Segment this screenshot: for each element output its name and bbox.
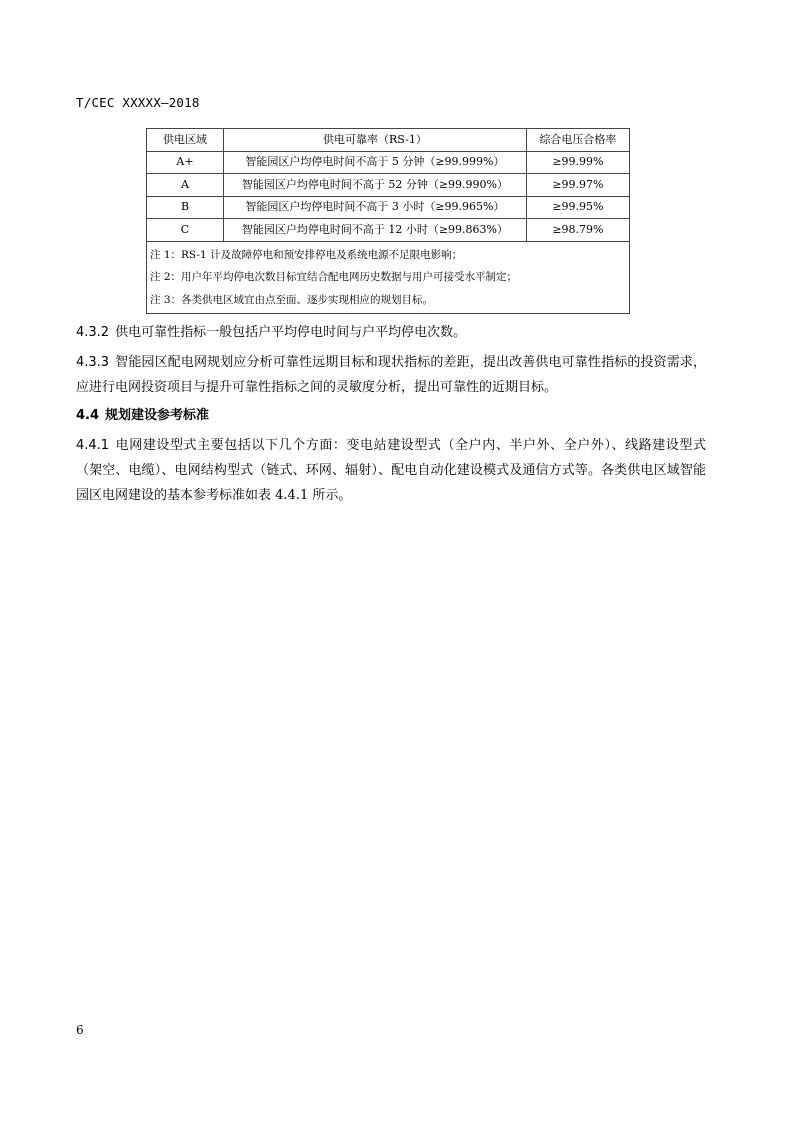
section-number: 4.4 xyxy=(76,408,100,423)
clause-text: 电网建设型式主要包括以下几个方面：变电站建设型式（全户内、半户外、全户外）、线路建设型式（架空、电缆）、电网结构型式（链式、环网、辐射）、配电自动化建设模式及通信方式等。各类供电区域智能园区电网建设的基本参考标准如表 4.4.1 所示。 xyxy=(76,438,706,503)
clause-4-3-3 xyxy=(76,350,706,400)
reliability-cell: 智能园区户均停电时间不高于 52 分钟（≥99.990%） xyxy=(223,174,526,197)
voltage-cell: ≥99.97% xyxy=(526,174,629,197)
table-note: 注 3：各类供电区域宜由点至面、逐步实现相应的规划目标。 xyxy=(150,293,434,306)
section-4-4-heading xyxy=(76,403,706,428)
table-header-cell: 供电区域 xyxy=(147,129,224,152)
reliability-table xyxy=(146,128,630,314)
voltage-cell: ≥99.99% xyxy=(526,151,629,174)
section-title: 规划建设参考标准 xyxy=(105,408,210,423)
voltage-cell: ≥98.79% xyxy=(526,219,629,242)
table-notes xyxy=(147,241,630,314)
reliability-cell: 智能园区户均停电时间不高于 5 分钟（≥99.999%） xyxy=(223,151,526,174)
area-cell: A xyxy=(147,174,224,197)
table-note: 注 1：RS-1 计及故障停电和预安排停电及系统电源不足限电影响； xyxy=(150,248,463,261)
clause-4-4-1 xyxy=(76,433,706,508)
document-id-header: T/CEC XXXXX—2018 xyxy=(76,95,200,110)
clause-number: 4.3.3 xyxy=(76,355,110,370)
clause-4-3-2 xyxy=(76,320,706,345)
reliability-cell: 智能园区户均停电时间不高于 3 小时（≥99.965%） xyxy=(223,196,526,219)
clause-text: 智能园区配电网规划应分析可靠性远期目标和现状指标的差距，提出改善供电可靠性指标的投资需求，应进行电网投资项目与提升可靠性指标之间的灵敏度分析，提出可靠性的近期目标。 xyxy=(76,355,706,395)
table-header-cell: 综合电压合格率 xyxy=(526,129,629,152)
table-row xyxy=(147,174,630,197)
table-row xyxy=(147,196,630,219)
clause-number: 4.3.2 xyxy=(76,325,110,340)
table-row xyxy=(147,219,630,242)
table-header-cell: 供电可靠率（RS-1） xyxy=(223,129,526,152)
table-notes-row xyxy=(147,241,630,314)
reliability-cell: 智能园区户均停电时间不高于 12 小时（≥99.863%） xyxy=(223,219,526,242)
clause-text: 供电可靠性指标一般包括户平均停电时间与户平均停电次数。 xyxy=(115,325,467,340)
table-note: 注 2：用户年平均停电次数目标宜结合配电网历史数据与用户可接受水平制定； xyxy=(150,271,518,283)
page-number: 6 xyxy=(76,1023,84,1037)
area-cell: C xyxy=(147,219,224,242)
table-row xyxy=(147,151,630,174)
clause-number: 4.4.1 xyxy=(76,438,110,453)
table-header-row xyxy=(147,129,630,152)
area-cell: B xyxy=(147,196,224,219)
area-cell: A+ xyxy=(147,151,224,174)
voltage-cell: ≥99.95% xyxy=(526,196,629,219)
